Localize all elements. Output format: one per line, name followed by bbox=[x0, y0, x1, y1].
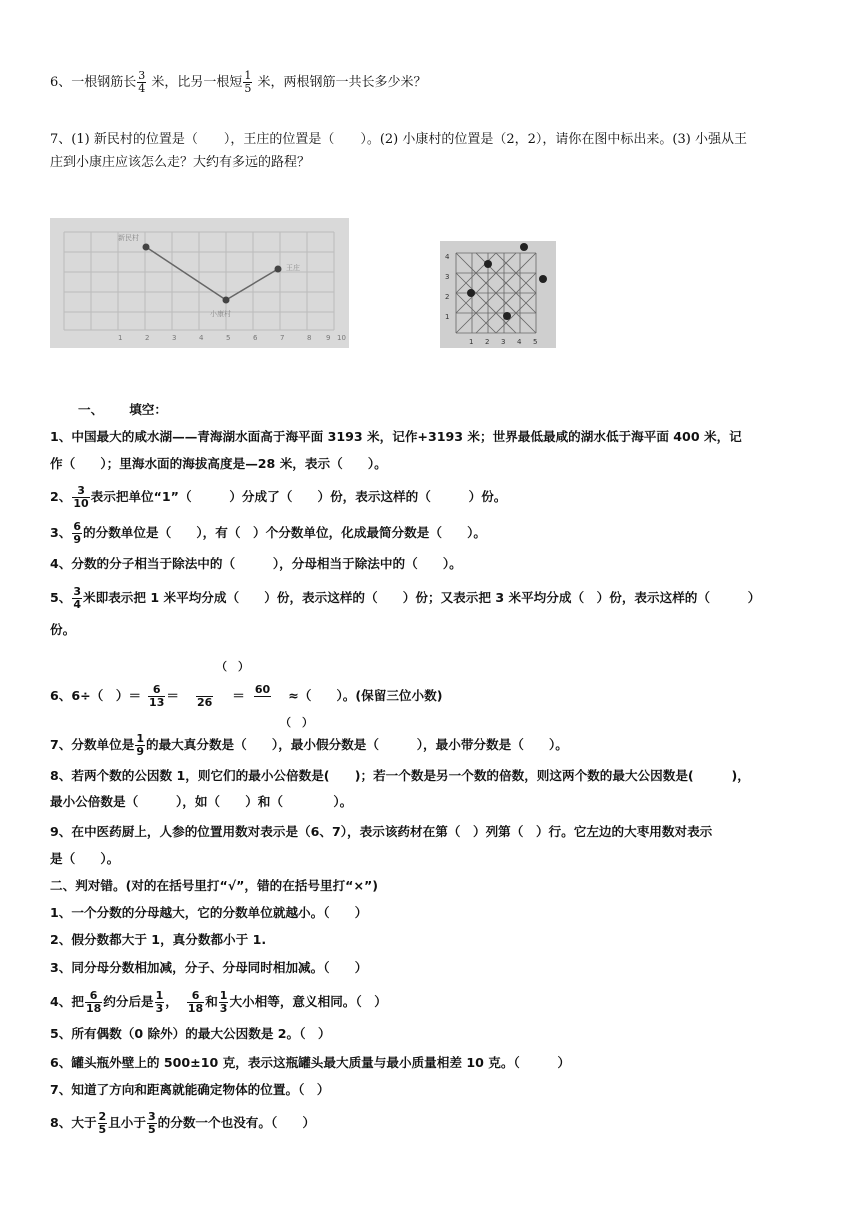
fill-7: 7、分数单位是 $\frac{1}{9}$ 的最大真分数是（ ），最小假分数是（ ），最小带分数是（ ）。 bbox=[50, 732, 568, 758]
section-1-heading: 一、 填空： bbox=[78, 402, 167, 417]
map-point-a bbox=[143, 244, 150, 251]
fill-2: 2、 $\frac{3}{10}$ 表示把单位“1”（ ）分成了（ ）份，表示这样的（ ）份。 bbox=[50, 484, 507, 510]
fraction: $\frac{6}{18}$ bbox=[187, 989, 204, 1015]
fill-5-line-2: 份。 bbox=[50, 622, 76, 637]
fill-6: 6、6÷（ ）＝ $\frac{6}{13}$ ＝ 26 ＝ 60 ≈（ ）。(保留三位小数) bbox=[50, 683, 443, 709]
svg-text:6: 6 bbox=[253, 334, 258, 342]
grid-point bbox=[484, 260, 492, 268]
svg-text:2: 2 bbox=[445, 293, 450, 301]
svg-text:4: 4 bbox=[517, 338, 522, 346]
judge-4: 4、把 $\frac{6}{18}$ 约分后是 $\frac{1}{3}$ ， $\frac{6}{18}$ 和 $\frac{1}{3}$ 大小相等，意义相同。（ ） bbox=[50, 989, 387, 1015]
fraction: $\frac{1}{5}$ bbox=[244, 69, 252, 95]
svg-text:10: 10 bbox=[337, 334, 346, 342]
svg-text:2: 2 bbox=[485, 338, 490, 346]
fill-1-line-1: 1、中国最大的咸水湖——青海湖水面高于海平面 3193 米，记作+3193 米；世界最低最咸的湖水低于海平面 400 米，记 bbox=[50, 429, 742, 444]
svg-text:4: 4 bbox=[445, 253, 450, 261]
svg-text:1: 1 bbox=[445, 313, 450, 321]
fill-5: 5、 $\frac{3}{4}$ 米即表示把 1 米平均分成（ ）份，表示这样的（ ）份；又表示把 3 米平均分成（ ）份，表示这样的（ ） bbox=[50, 585, 761, 611]
svg-text:5: 5 bbox=[226, 334, 231, 342]
judge-1: 1、一个分数的分母越大，它的分数单位就越小。（ ） bbox=[50, 905, 368, 920]
judge-2: 2、假分数都大于 1，真分数都小于 1. bbox=[50, 932, 267, 947]
fill-8-line-2: 最小公倍数是（ ），如（ ）和（ ）。 bbox=[50, 794, 353, 809]
problem-6-text: 6、一根钢筋长 bbox=[50, 75, 137, 90]
section-2-heading: 二、判对错。(对的在括号里打“√”，错的在括号里打“×”) bbox=[50, 878, 379, 893]
svg-text:7: 7 bbox=[280, 334, 285, 342]
fill-9-line-2: 是（ ）。 bbox=[50, 851, 120, 866]
problem-7-line-2: 庄到小康庄应该怎么走？大约有多远的路程？ bbox=[50, 155, 311, 170]
map-label-c: 小康村 bbox=[210, 310, 231, 318]
coordinate-grid-svg bbox=[440, 241, 556, 348]
grid-point bbox=[467, 289, 475, 297]
grid-point bbox=[503, 312, 511, 320]
fill-4: 4、分数的分子相当于除法中的（ ），分母相当于除法中的（ ）。 bbox=[50, 556, 462, 571]
grid-point bbox=[520, 243, 528, 251]
fraction: $\frac{1}{3}$ bbox=[155, 989, 164, 1015]
fill-1-line-2: 作（ ）；里海水面的海拔高度是—28 米，表示（ ）。 bbox=[50, 456, 387, 471]
fill-3: 3、 $\frac{6}{9}$ 的分数单位是（ ），有（ ）个分数单位，化成最简分数是（ ）。 bbox=[50, 520, 487, 546]
svg-text:5: 5 bbox=[533, 338, 538, 346]
judge-8: 8、大于 $\frac{2}{5}$ 且小于 $\frac{3}{5}$ 的分数一个也没有。（ ） bbox=[50, 1110, 316, 1136]
fill-6-top-paren: （ ） bbox=[216, 660, 249, 673]
fraction: $\frac{3}{10}$ bbox=[73, 484, 89, 510]
svg-text:4: 4 bbox=[199, 334, 204, 342]
fraction: $\frac{6}{13}$ bbox=[149, 683, 165, 709]
svg-text:3: 3 bbox=[501, 338, 506, 346]
svg-text:1: 1 bbox=[118, 334, 123, 342]
village-map-svg bbox=[50, 218, 349, 348]
judge-3: 3、同分母分数相加减，分子、分母同时相加减。（ ） bbox=[50, 960, 368, 975]
fill-6-bottom-paren: （ ） bbox=[280, 716, 313, 729]
svg-text:1: 1 bbox=[469, 338, 474, 346]
fraction: $\frac{6}{18}$ bbox=[85, 989, 102, 1015]
problem-6: 6、一根钢筋长 $\frac{3}{4}$ 米，比另一根短 $\frac{1}{5}$ 米，两根钢筋一共长多少米？ bbox=[50, 69, 427, 95]
svg-text:3: 3 bbox=[445, 273, 450, 281]
coordinate-grid-figure bbox=[440, 241, 556, 348]
fraction: $\frac{1}{3}$ bbox=[219, 989, 228, 1015]
fraction: $\frac{6}{9}$ bbox=[73, 520, 82, 546]
judge-7: 7、知道了方向和距离就能确定物体的位置。（ ） bbox=[50, 1082, 330, 1097]
judge-5: 5、所有偶数（0 除外）的最大公因数是 2。（ ） bbox=[50, 1026, 331, 1041]
judge-6: 6、罐头瓶外壁上的 500±10 克，表示这瓶罐头最大质量与最小质量相差 10 克。（ ） bbox=[50, 1055, 571, 1070]
fraction: 26 bbox=[196, 684, 213, 709]
svg-text:3: 3 bbox=[172, 334, 177, 342]
fraction: $\frac{3}{4}$ bbox=[73, 585, 82, 611]
svg-text:8: 8 bbox=[307, 334, 312, 342]
svg-text:9: 9 bbox=[326, 334, 331, 342]
map-label-b: 王庄 bbox=[286, 264, 300, 272]
fraction: 60 bbox=[254, 683, 271, 696]
fraction: $\frac{3}{4}$ bbox=[138, 69, 146, 95]
fill-8-line-1: 8、若两个数的公因数 1，则它们的最小公倍数是( )；若一个数是另一个数的倍数，则这两个数的最大公因数是( )， bbox=[50, 768, 750, 783]
map-point-b bbox=[223, 297, 230, 304]
problem-7-line-1: 7、(1) 新民村的位置是（ ），王庄的位置是（ ）。(2) 小康村的位置是（2，2），请你在图中标出来。(3) 小强从王 bbox=[50, 132, 747, 147]
svg-text:2: 2 bbox=[145, 334, 150, 342]
fraction: $\frac{2}{5}$ bbox=[98, 1110, 107, 1136]
fraction: $\frac{1}{9}$ bbox=[136, 732, 144, 758]
village-map-figure bbox=[50, 218, 349, 348]
map-label-a: 新民村 bbox=[118, 234, 139, 242]
map-point-c bbox=[275, 266, 282, 273]
fill-9-line-1: 9、在中医药厨上，人参的位置用数对表示是（6、7），表示该药材在第（ ）列第（ ）行。它左边的大枣用数对表示 bbox=[50, 824, 713, 839]
fraction: $\frac{3}{5}$ bbox=[147, 1110, 156, 1136]
grid-point bbox=[539, 275, 547, 283]
